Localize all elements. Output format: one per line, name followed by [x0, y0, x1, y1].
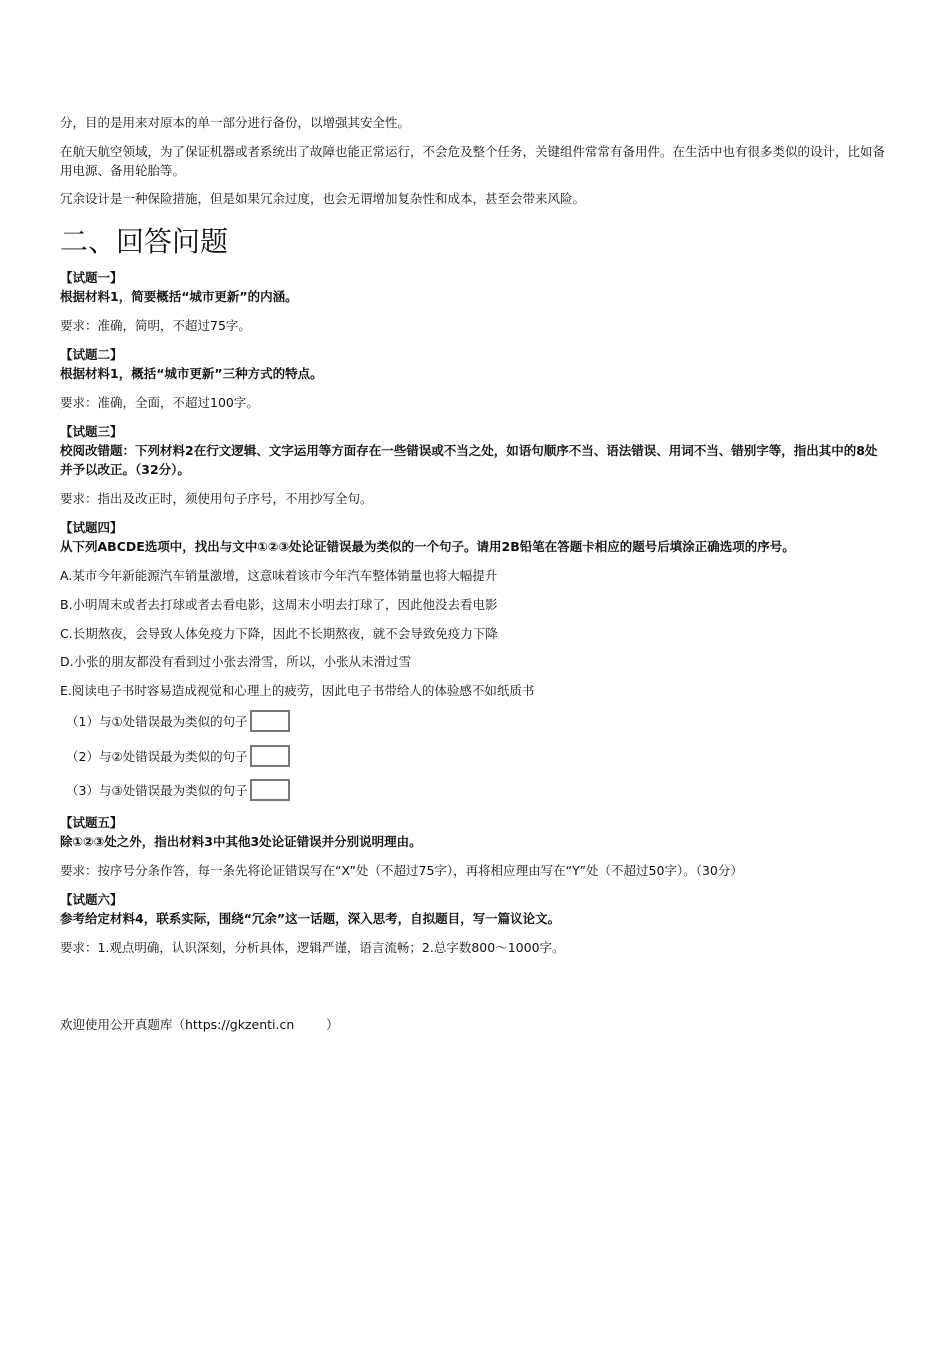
question-1-label: 【试题一】: [60, 270, 123, 285]
answer-label-3: （3）与③处错误最为类似的句子: [66, 782, 248, 798]
question-2-prompt: 根据材料1，概括“城市更新”三种方式的特点。: [60, 366, 323, 381]
answer-label-1: （1）与①处错误最为类似的句子: [66, 713, 248, 729]
answer-row-1: [66, 710, 290, 732]
intro-paragraph-2: 在航天航空领域，为了保证机器或者系统出了故障也能正常运行，不会危及整个任务，关键组件常常有备用件。在生活中也有很多类似的设计，比如备用电源、备用轮胎等。: [60, 144, 886, 178]
footer-text: 欢迎使用公开真题库（https://gkzenti.cn ）: [60, 1017, 339, 1032]
question-5-prompt: 除①②③处之外，指出材料3中其他3处论证错误并分别说明理由。: [60, 834, 422, 849]
question-2-label: 【试题二】: [60, 347, 123, 362]
question-1: [60, 268, 890, 335]
question-4-prompt: 从下列ABCDE选项中，找出与文中①②③处论证错误最为类似的一个句子。请用2B铅笔在答题卡相应的题号后填涂正确选项的序号。: [60, 539, 795, 554]
question-6-requirement: 要求：1.观点明确，认识深刻，分析具体，逻辑严谨，语言流畅；2.总字数800～1000字。: [60, 940, 565, 955]
question-4-label: 【试题四】: [60, 520, 123, 535]
answer-row-2: [66, 745, 290, 767]
answer-label-2: （2）与②处错误最为类似的句子: [66, 748, 248, 764]
option-d: D.小张的朋友都没有看到过小张去滑雪，所以，小张从未滑过雪: [60, 654, 412, 669]
question-4: [60, 518, 890, 556]
question-6-prompt: 参考给定材料4，联系实际，围绕“冗余”这一话题，深入思考，自拟题目，写一篇议论文。: [60, 911, 561, 926]
question-3-requirement: 要求：指出及改正时，须使用句子序号，不用抄写全句。: [60, 491, 373, 506]
answer-box-2[interactable]: [250, 745, 290, 767]
answer-box-1[interactable]: [250, 710, 290, 732]
question-6-label: 【试题六】: [60, 892, 123, 907]
question-3-prompt: 校阅改错题：下列材料2在行文逻辑、文字运用等方面存在一些错误或不当之处，如语句顺序不当、语法错误、用词不当、错别字等，指出其中的8处并予以改正。（32分）。: [60, 443, 878, 477]
option-b: B.小明周末或者去打球或者去看电影，这周末小明去打球了，因此他没去看电影: [60, 597, 498, 612]
option-a: A.某市今年新能源汽车销量激增，这意味着该市今年汽车整体销量也将大幅提升: [60, 568, 498, 583]
question-3: [60, 422, 890, 508]
question-1-requirement: 要求：准确，简明，不超过75字。: [60, 318, 251, 333]
question-3-label: 【试题三】: [60, 424, 123, 439]
question-1-prompt: 根据材料1，简要概括“城市更新”的内涵。: [60, 289, 298, 304]
option-e: E.阅读电子书时容易造成视觉和心理上的疲劳，因此电子书带给人的体验感不如纸质书: [60, 683, 535, 698]
question-6: [60, 890, 890, 957]
answer-row-3: [66, 779, 290, 801]
option-c: C.长期熬夜，会导致人体免疫力下降，因此不长期熬夜，就不会导致免疫力下降: [60, 626, 498, 641]
intro-paragraph-3: 冗余设计是一种保险措施，但是如果冗余过度，也会无谓增加复杂性和成本，甚至会带来风险。: [60, 191, 586, 206]
question-2: [60, 345, 890, 412]
question-5-requirement: 要求：按序号分条作答，每一条先将论证错误写在“X”处（不超过75字），再将相应理由写在“Y”处（不超过50字）。（30分）: [60, 863, 743, 878]
question-5-label: 【试题五】: [60, 815, 123, 830]
question-5: [60, 813, 890, 880]
section-title: 二、回答问题: [60, 225, 229, 258]
question-2-requirement: 要求：准确，全面，不超过100字。: [60, 395, 259, 410]
answer-box-3[interactable]: [250, 779, 290, 801]
intro-paragraph-1: 分，目的是用来对原本的单一部分进行备份，以增强其安全性。: [60, 115, 411, 130]
